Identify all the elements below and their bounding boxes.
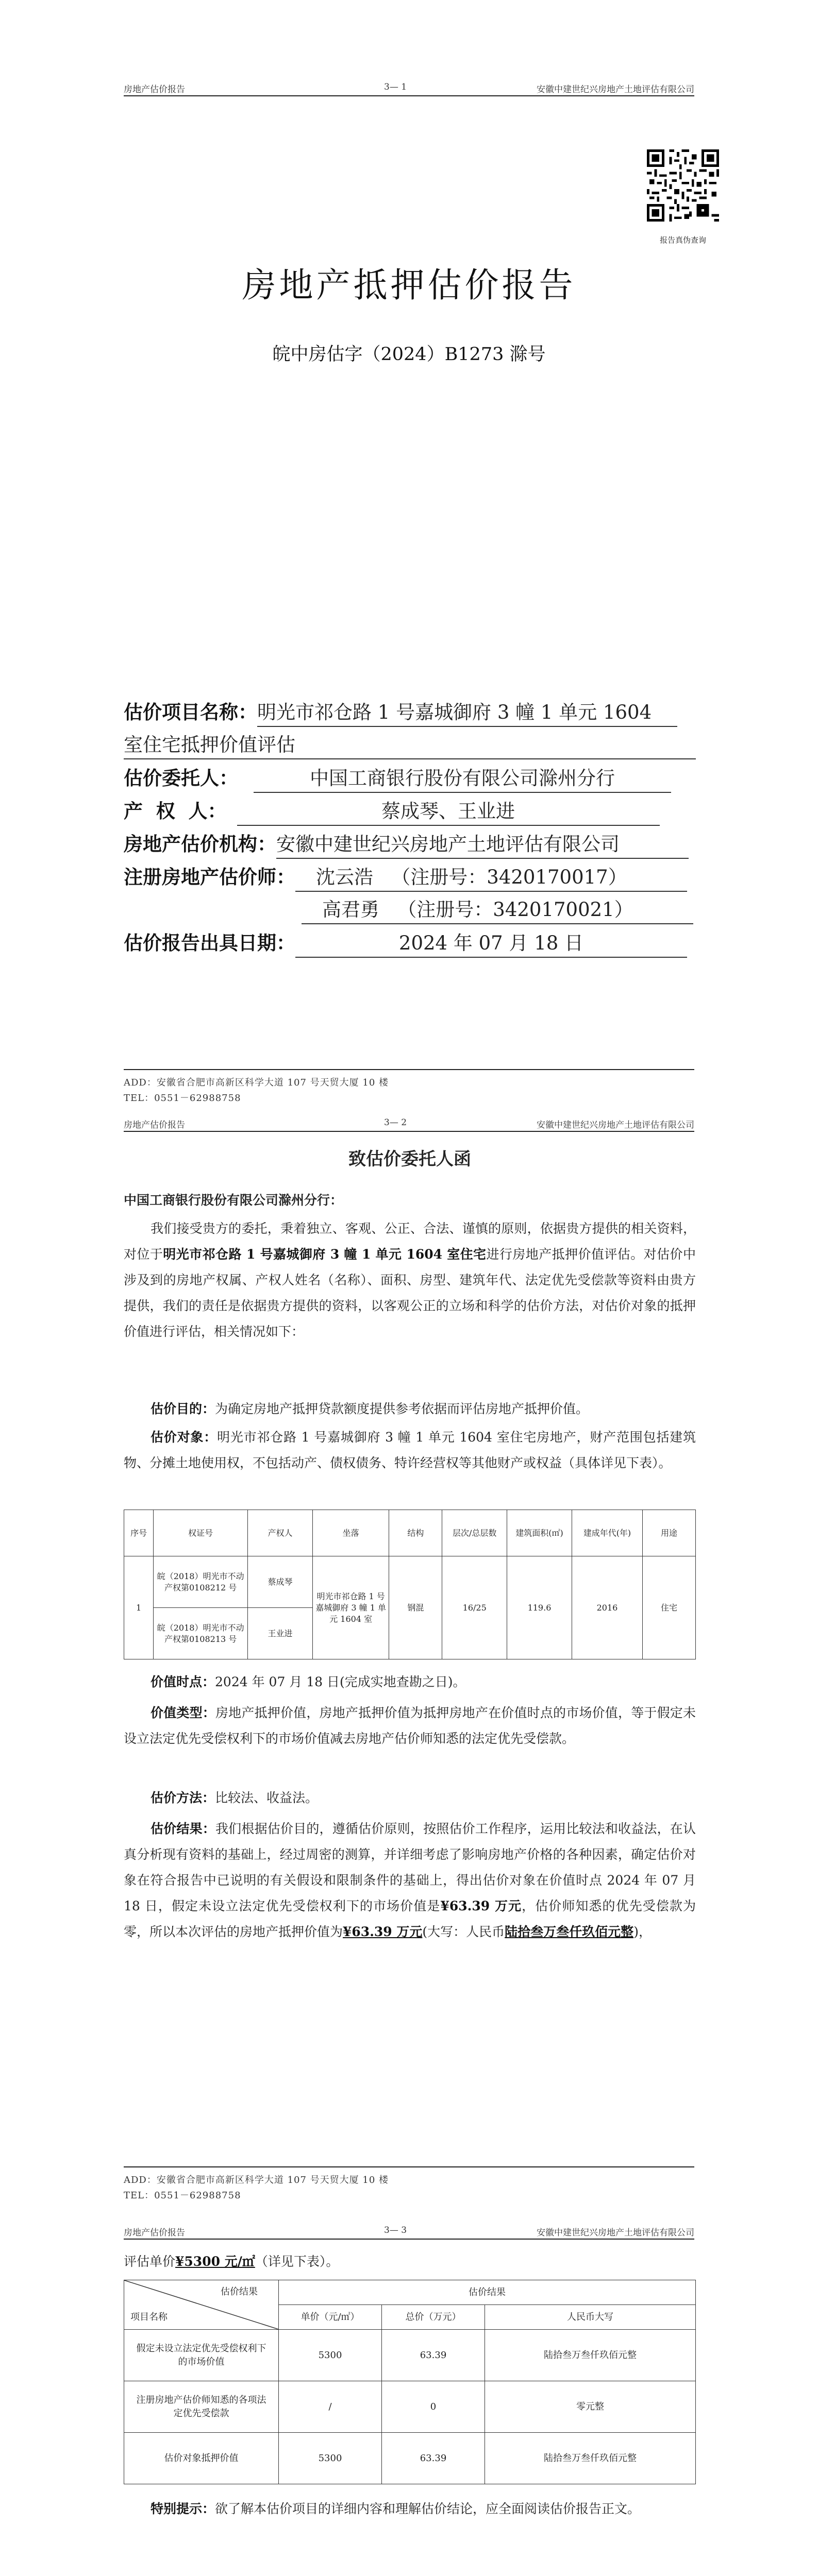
cell-unit: 5300 [279, 2433, 382, 2484]
appraiser-row-2 [124, 893, 696, 926]
project-value-line2: 室住宅抵押价值评估 [124, 732, 696, 759]
cell-total: 63.39 [382, 2433, 485, 2484]
cell-owner-1: 蔡成琴 [248, 1556, 313, 1608]
table-row [124, 2330, 696, 2381]
th-use: 用途 [643, 1510, 696, 1556]
cell-unit: / [279, 2381, 382, 2433]
cell-caps: 陆拾叁万叁仟玖佰元整 [485, 2433, 696, 2484]
notice-text: 欲了解本估价项目的详细内容和理解估价结论，应全面阅读估价报告正文。 [215, 2501, 641, 2516]
property-table [124, 1510, 696, 1659]
cell-name: 假定未设立法定优先受偿权利下的市场价值 [124, 2330, 279, 2381]
property-table-header [124, 1510, 696, 1556]
result-b: ，估价师知悉的优先受偿款为零，所以本次评估的房地产抵押价值为 [124, 1899, 696, 1939]
cell-owner-2: 王业进 [248, 1608, 313, 1659]
project-label: 估价项目名称： [124, 701, 257, 723]
footer-tel: TEL：0551－62988758 [124, 1093, 241, 1104]
type-label: 价值类型： [151, 1705, 215, 1720]
th-cert: 权证号 [154, 1510, 248, 1556]
header-left: 房地产估价报告 [124, 84, 185, 95]
date-text: 2024 年 07 月 18 日(完成实地查勘之日)。 [215, 1674, 466, 1689]
header-left: 房地产估价报告 [124, 2228, 185, 2238]
cell-year: 2016 [572, 1556, 642, 1659]
cell-total: 63.39 [382, 2330, 485, 2381]
cell-name: 注册房地产估价师知悉的各项法定优先受偿款 [124, 2381, 279, 2433]
unit-price-c: （详见下表）。 [255, 2254, 339, 2269]
table-row [124, 2433, 696, 2484]
result-a: 我们根据估价目的，遵循估价原则，按照估价工作程序，运用比较法和收益法，在认真分析现有资料的基础上，经过周密的测算，并详细考虑了影响房地产价格的各种因素，确定估价对象在符合报告中已说明的有关假设和限制条件的基础上，得出估价对象在价值时点 2024 年 07 月 18 日，假定未设立法定优先受偿权利下的市场价值是 [124, 1821, 696, 1913]
object-text: 明光市祁仓路 1 号嘉城御府 3 幢 1 单元 1604 室住宅房地产，财产范围包括建筑物、分摊土地使用权，不包括动产、债权债务、特许经营权等其他财产或权益（具体详见下表）。 [124, 1430, 696, 1470]
unit-price-value: ¥5300 元/㎡ [175, 2254, 255, 2269]
table-row [124, 1556, 696, 1608]
letter-method [124, 1785, 696, 1811]
cell-name: 估价对象抵押价值 [124, 2433, 279, 2484]
running-footer-2 [124, 2166, 694, 2208]
method-label: 估价方法： [151, 1790, 215, 1805]
cell-caps: 零元整 [485, 2381, 696, 2433]
result-amount-caps: 陆拾叁万叁仟玖佰元整 [505, 1924, 634, 1939]
th-results: 估价结果 [279, 2280, 696, 2305]
project-row-2 [124, 728, 696, 761]
th-unit: 单价（元/㎡） [279, 2305, 382, 2330]
letter-addressee: 中国工商银行股份有限公司滁州分行： [124, 1193, 343, 1208]
cell-floors: 16/25 [442, 1556, 507, 1659]
th-location: 坐落 [312, 1510, 389, 1556]
purpose-text: 为确定房地产抵押贷款额度提供参考依据而评估房地产抵押价值。 [215, 1401, 589, 1416]
agency-row [124, 827, 696, 860]
method-text: 比较法、收益法。 [215, 1790, 319, 1805]
th-area: 建筑面积(㎡) [507, 1510, 572, 1556]
letter-title: 致估价委托人函 [348, 1149, 471, 1170]
agency-label: 房地产估价机构： [124, 833, 276, 855]
footer-tel: TEL：0551－62988758 [124, 2190, 241, 2201]
type-text: 房地产抵押价值，房地产抵押价值为抵押房地产在价值时点的市场价值，等于假定未设立法定优先受偿权利下的市场价值减去房地产估价师知悉的法定优先受偿款。 [124, 1705, 696, 1746]
date-label: 价值时点： [151, 1674, 215, 1689]
valuation-table [124, 2280, 696, 2484]
cell-cert-2: 皖（2018）明光市不动产权第0108213 号 [154, 1608, 248, 1659]
running-header [124, 80, 694, 96]
unit-price-a: 评估单价 [124, 2254, 176, 2269]
cell-unit: 5300 [279, 2330, 382, 2381]
cell-cert-1: 皖（2018）明光市不动产权第0108212 号 [154, 1556, 248, 1608]
date-row [124, 926, 696, 959]
letter-result [124, 1816, 696, 1945]
owner-label: 产 权 人： [124, 800, 227, 822]
cell-seq: 1 [124, 1556, 154, 1659]
letter-page-2 [0, 2218, 818, 2576]
client-row [124, 761, 696, 794]
table-row [124, 2381, 696, 2433]
th-year: 建成年代(年) [572, 1510, 642, 1556]
letter-page [0, 1110, 818, 2218]
th-project-label: 项目名称 [130, 2312, 168, 2323]
unit-price-line [124, 2249, 696, 2275]
project-value-line1: 明光市祁仓路 1 号嘉城御府 3 幢 1 单元 1604 [257, 699, 677, 727]
notice-label: 特别提示： [151, 2501, 215, 2516]
letter-date [124, 1669, 696, 1695]
project-row [124, 696, 696, 728]
qr-code-icon[interactable] [647, 149, 719, 222]
th-structure: 结构 [389, 1510, 442, 1556]
agency-value: 安徽中建世纪兴房地产土地评估有限公司 [276, 831, 689, 859]
th-owner: 产权人 [248, 1510, 313, 1556]
result-amount-mortgage: ¥63.39 万元 [343, 1924, 423, 1939]
client-label: 估价委托人： [124, 767, 238, 789]
header-page-number: 3— 3 [384, 2225, 407, 2235]
appraiser-2: 高君勇 （注册号：3420170021） [302, 896, 693, 924]
header-company: 安徽中建世纪兴房地产土地评估有限公司 [537, 84, 694, 95]
result-amount-market: ¥63.39 万元 [440, 1899, 522, 1913]
letter-object [124, 1425, 696, 1476]
owner-value: 蔡成琴、王业进 [237, 798, 660, 826]
header-company: 安徽中建世纪兴房地产土地评估有限公司 [537, 1120, 694, 1130]
object-label: 估价对象： [151, 1430, 218, 1445]
header-company: 安徽中建世纪兴房地产土地评估有限公司 [537, 2228, 694, 2238]
client-value: 中国工商银行股份有限公司滁州分行 [254, 765, 671, 793]
th-total: 总价（万元） [382, 2305, 485, 2330]
letter-purpose [124, 1396, 696, 1422]
owner-row [124, 794, 696, 827]
special-notice [124, 2496, 696, 2522]
cell-caps: 陆拾叁万叁仟玖佰元整 [485, 2330, 696, 2381]
date-label: 估价报告出具日期： [124, 931, 295, 954]
qr-caption: 报告真伪查询 [659, 235, 706, 245]
appraiser-row [124, 860, 696, 893]
result-c: (大写：人民币 [422, 1924, 505, 1939]
cell-use: 住宅 [643, 1556, 696, 1659]
th-floors: 层次/总层数 [442, 1510, 507, 1556]
th-seq: 序号 [124, 1510, 154, 1556]
appraiser-label: 注册房地产估价师： [124, 866, 295, 888]
cell-area: 119.6 [507, 1556, 572, 1659]
header-page-number: 3— 1 [384, 82, 407, 92]
letter-intro [124, 1216, 696, 1345]
footer-address: ADD：安徽省合肥市高新区科学大道 107 号天贸大厦 10 楼 [124, 2175, 389, 2185]
intro-a: 我们接受贵方的委托，秉着独立、客观、公正、合法、谨慎的原则，依据贵方提供的相关资料，对位于 [124, 1221, 696, 1262]
purpose-label: 估价目的： [151, 1401, 215, 1416]
th-diagonal [124, 2280, 279, 2330]
report-title: 房地产抵押估价报告 [242, 265, 576, 305]
th-cross-label: 估价结果 [221, 2286, 258, 2297]
header-page-number: 3— 2 [384, 1117, 407, 1128]
cover-page [0, 0, 818, 1110]
date-value: 2024 年 07 月 18 日 [295, 930, 687, 958]
running-header-3 [124, 2223, 694, 2240]
result-label: 估价结果： [151, 1821, 215, 1836]
report-number: 皖中房估字（2024）B1273 滁号 [272, 344, 546, 365]
th-caps: 人民币大写 [485, 2305, 696, 2330]
cell-structure: 钢混 [389, 1556, 442, 1659]
intro-property: 明光市祁仓路 1 号嘉城御府 3 幢 1 单元 1604 室住宅 [163, 1247, 487, 1262]
running-footer [124, 1069, 694, 1110]
cover-info [124, 696, 696, 959]
letter-value-type [124, 1700, 696, 1752]
running-header-2 [124, 1115, 694, 1132]
valuation-header-1 [124, 2280, 696, 2305]
footer-address: ADD：安徽省合肥市高新区科学大道 107 号天贸大厦 10 楼 [124, 1077, 389, 1088]
appraiser-1: 沈云浩 （注册号：3420170017） [295, 864, 687, 892]
result-d: )， [633, 1924, 652, 1939]
cell-location: 明光市祁仓路 1 号嘉城御府 3 幢 1 单元 1604 室 [312, 1556, 389, 1659]
header-left: 房地产估价报告 [124, 1120, 185, 1130]
cell-total: 0 [382, 2381, 485, 2433]
intro-c: 进行房地产抵押价值评估。对估价中涉及到的房地产权属、产权人姓名（名称）、面积、房型、建筑年代、法定优先受偿款等资料由贵方提供，我们的责任是依据贵方提供的资料，以客观公正的立场和科学的估价方法，对估价对象的抵押价值进行评估，相关情况如下： [124, 1247, 696, 1339]
